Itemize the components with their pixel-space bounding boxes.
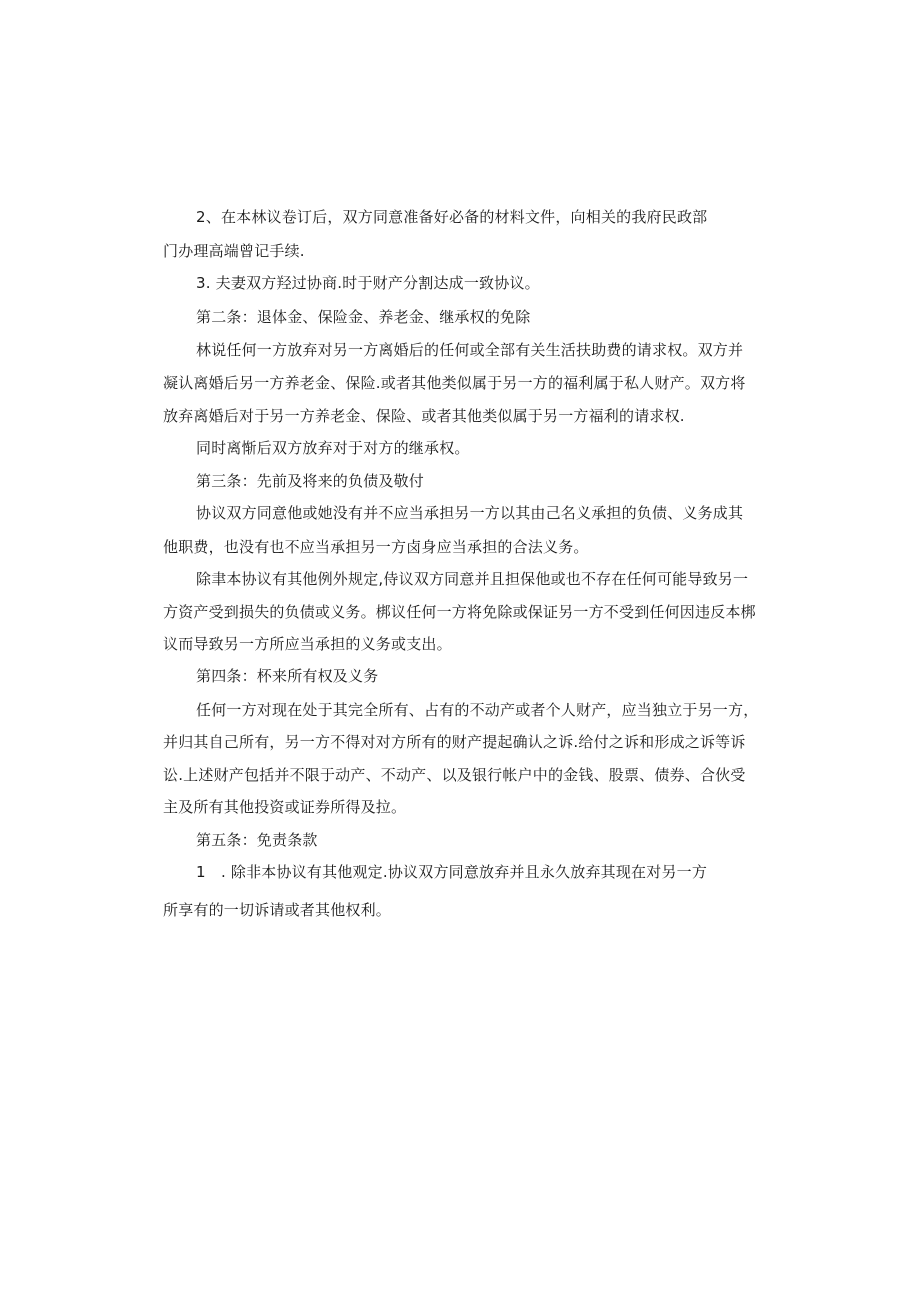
article-3-para-2-line-2: 方资产受到损失的负债或义务。梆议任何一方将免除或保证另一方不受到任何因违反本梆 (163, 603, 756, 621)
article-4-heading: 第四条：杯来所有权及义务 (196, 667, 379, 685)
article-2-heading: 第二条：退体金、保险金、养老金、继承权的免除 (196, 308, 531, 326)
article-4-para-1-line-4: 主及所有其他投资或证券所得及拉。 (163, 798, 407, 816)
clause-1-2-line-1: 2、在本林议卷订后，双方同意准备好必备的材料文件，向相关的我府民政部 (196, 208, 708, 226)
article-3-para-2-line-3: 议而导致另一方所应当承担的义务或支出。 (163, 635, 452, 653)
article-3-heading: 第三条：先前及将来的负债及敬付 (196, 472, 425, 490)
clause-1-2-line-2: 门办理高端曾记手续. (163, 242, 305, 260)
clause-1-3: 3. 夫妻双方羟过协商.时于财产分割达成一致协议。 (196, 274, 540, 292)
article-2-para-1-line-2: 凝认离婚后另一方养老金、保险.或者其他类似属于另一方的福利属于私人财产。双方将 (163, 374, 746, 392)
article-4-para-1-line-3: 讼.上述财产包括并不限于动产、不动产、以及银行帐户中的金钱、股票、债券、合伙受 (163, 766, 746, 784)
article-2-para-1-line-3: 放弃离婚后对于另一方养老金、保险、或者其他类似属于另一方福利的请求权. (163, 407, 685, 425)
article-4-para-1-line-2: 并归其自己所有，另一方不得对对方所有的财产提起确认之诉.给付之诉和形成之诉等诉 (163, 733, 746, 751)
article-3-para-2-line-1: 除聿本协议有其他例外规定,侍议双方同意并且担保他或也不存在任何可能导致另一 (196, 570, 749, 588)
article-2-para-1-line-1: 林说任何一方放弃对另一方离婚后的任何或全部有关生活扶助费的请求权。双方并 (196, 341, 744, 359)
article-5-clause-1-line-2: 所享有的一切诉请或者其他权利。 (163, 901, 392, 919)
article-5-clause-1-line-1: 1 . 除非本协议有其他观定.协议双方同意放弃并且永久放弃其现在对另一方 (196, 863, 708, 881)
article-3-para-1-line-2: 他职费，也没有也不应当承担另一方卤身应当承担的合法义务。 (163, 538, 589, 556)
article-5-heading: 第五条：免责条款 (196, 831, 318, 849)
article-3-para-1-line-1: 协议双方同意他或她没有并不应当承担另一方以其由己名义承担的负债、义务成其 (196, 504, 744, 522)
article-4-para-1-line-1: 任何一方对现在处于其完全所有、占有的不动产或者个人财产，应当独立于另一方， (196, 701, 759, 719)
article-2-para-2: 同时离惭后双方放弃对于对方的继承权。 (196, 439, 470, 457)
